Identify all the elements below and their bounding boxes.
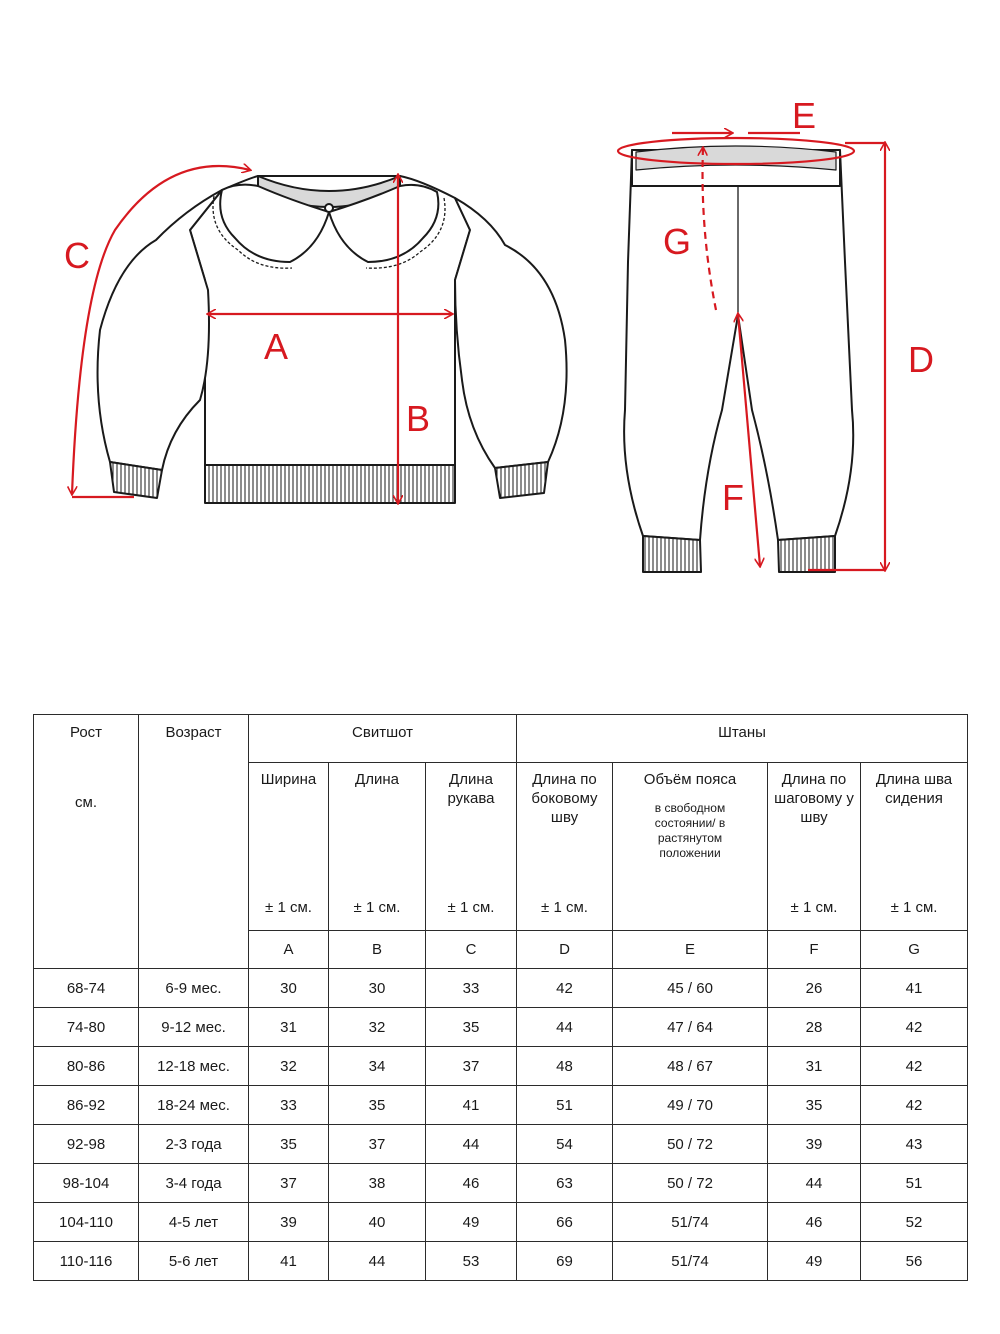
sweatshirt-right-sleeve <box>455 198 567 468</box>
table-cell: 3-4 года <box>139 1164 249 1203</box>
header-letter: A <box>249 931 329 969</box>
table-cell: 49 / 70 <box>613 1086 768 1125</box>
table-cell: 5-6 лет <box>139 1242 249 1281</box>
table-row <box>34 1086 968 1125</box>
table-cell: 42 <box>517 969 613 1008</box>
table-row <box>34 1242 968 1281</box>
table-cell: 56 <box>861 1242 968 1281</box>
table-cell: 69 <box>517 1242 613 1281</box>
table-cell: 26 <box>768 969 861 1008</box>
measure-label-d: D <box>908 339 934 380</box>
table-cell: 34 <box>329 1047 426 1086</box>
table-cell: 9-12 мес. <box>139 1008 249 1047</box>
table-cell: 48 / 67 <box>613 1047 768 1086</box>
table-cell: 38 <box>329 1164 426 1203</box>
table-cell: 92-98 <box>34 1125 139 1164</box>
table-cell: 44 <box>517 1008 613 1047</box>
pants-right-cuff <box>778 536 835 572</box>
table-cell: 47 / 64 <box>613 1008 768 1047</box>
table-row <box>34 1008 968 1047</box>
header-letter: G <box>861 931 968 969</box>
header-letter: B <box>329 931 426 969</box>
table-cell: 68-74 <box>34 969 139 1008</box>
table-row <box>34 1203 968 1242</box>
header-waist: Объём пояса в свободном состоянии/ в растянутом положении <box>613 763 768 931</box>
table-cell: 30 <box>249 969 329 1008</box>
table-row <box>34 1125 968 1164</box>
table-cell: 31 <box>249 1008 329 1047</box>
measure-label-a: A <box>264 326 289 367</box>
table-cell: 63 <box>517 1164 613 1203</box>
sweatshirt-hem <box>205 465 455 503</box>
table-cell: 35 <box>249 1125 329 1164</box>
table-cell: 44 <box>329 1242 426 1281</box>
table-cell: 49 <box>768 1242 861 1281</box>
header-group-pants: Штаны <box>517 715 968 763</box>
table-cell: 41 <box>426 1086 517 1125</box>
table-cell: 51/74 <box>613 1242 768 1281</box>
table-cell: 43 <box>861 1125 968 1164</box>
table-cell: 6-9 мес. <box>139 969 249 1008</box>
table-cell: 31 <box>768 1047 861 1086</box>
table-cell: 44 <box>426 1125 517 1164</box>
table-cell: 28 <box>768 1008 861 1047</box>
table-cell: 35 <box>329 1086 426 1125</box>
table-cell: 104-110 <box>34 1203 139 1242</box>
table-cell: 50 / 72 <box>613 1125 768 1164</box>
table-cell: 51 <box>517 1086 613 1125</box>
table-cell: 52 <box>861 1203 968 1242</box>
table-cell: 50 / 72 <box>613 1164 768 1203</box>
table-cell: 32 <box>249 1047 329 1086</box>
header-height: Рост см. <box>34 715 139 969</box>
header-side-seam: Длина по боковому шву ± 1 см. <box>517 763 613 931</box>
table-row <box>34 969 968 1008</box>
table-cell: 53 <box>426 1242 517 1281</box>
table-cell: 40 <box>329 1203 426 1242</box>
table-cell: 98-104 <box>34 1164 139 1203</box>
table-cell: 86-92 <box>34 1086 139 1125</box>
sweatshirt-right-cuff <box>495 462 548 498</box>
table-cell: 37 <box>249 1164 329 1203</box>
header-width: Ширина ± 1 см. <box>249 763 329 931</box>
table-cell: 12-18 мес. <box>139 1047 249 1086</box>
header-group-sweatshirt: Свитшот <box>249 715 517 763</box>
table-cell: 18-24 мес. <box>139 1086 249 1125</box>
table-cell: 44 <box>768 1164 861 1203</box>
measure-label-f: F <box>722 477 744 518</box>
header-letter: D <box>517 931 613 969</box>
table-cell: 51 <box>861 1164 968 1203</box>
table-cell: 2-3 года <box>139 1125 249 1164</box>
table-cell: 37 <box>329 1125 426 1164</box>
table-cell: 66 <box>517 1203 613 1242</box>
table-cell: 39 <box>768 1125 861 1164</box>
table-cell: 80-86 <box>34 1047 139 1086</box>
table-cell: 30 <box>329 969 426 1008</box>
table-cell: 46 <box>426 1164 517 1203</box>
table-cell: 42 <box>861 1047 968 1086</box>
table-cell: 33 <box>249 1086 329 1125</box>
table-cell: 74-80 <box>34 1008 139 1047</box>
measure-label-c: C <box>64 235 90 276</box>
table-cell: 41 <box>249 1242 329 1281</box>
table-cell: 110-116 <box>34 1242 139 1281</box>
header-inseam: Длина по шаговому у шву ± 1 см. <box>768 763 861 931</box>
table-cell: 42 <box>861 1086 968 1125</box>
table-cell: 49 <box>426 1203 517 1242</box>
measure-label-g: G <box>663 221 692 262</box>
sweatshirt-drawing <box>98 176 567 503</box>
measure-label-b: B <box>406 398 431 439</box>
pants-left-cuff <box>643 536 701 572</box>
table-row <box>34 1164 968 1203</box>
header-rise: Длина шва сидения ± 1 см. <box>861 763 968 931</box>
table-cell: 39 <box>249 1203 329 1242</box>
table-cell: 48 <box>517 1047 613 1086</box>
table-cell: 35 <box>768 1086 861 1125</box>
table-cell: 32 <box>329 1008 426 1047</box>
table-cell: 37 <box>426 1047 517 1086</box>
table-cell: 33 <box>426 969 517 1008</box>
header-row-group <box>34 715 968 763</box>
table-cell: 45 / 60 <box>613 969 768 1008</box>
table-cell: 42 <box>861 1008 968 1047</box>
table-cell: 4-5 лет <box>139 1203 249 1242</box>
header-age: Возраст <box>139 715 249 969</box>
header-letter: E <box>613 931 768 969</box>
header-length: Длина ± 1 см. <box>329 763 426 931</box>
table-cell: 51/74 <box>613 1203 768 1242</box>
table-cell: 35 <box>426 1008 517 1047</box>
measure-label-e: E <box>792 95 817 136</box>
table-cell: 46 <box>768 1203 861 1242</box>
table-cell: 54 <box>517 1125 613 1164</box>
header-letter: C <box>426 931 517 969</box>
header-letter: F <box>768 931 861 969</box>
table-cell: 41 <box>861 969 968 1008</box>
header-sleeve-length: Длина рукава ± 1 см. <box>426 763 517 931</box>
size-chart-table <box>33 714 968 1281</box>
garment-measurement-diagram <box>0 0 1000 620</box>
table-row <box>34 1047 968 1086</box>
